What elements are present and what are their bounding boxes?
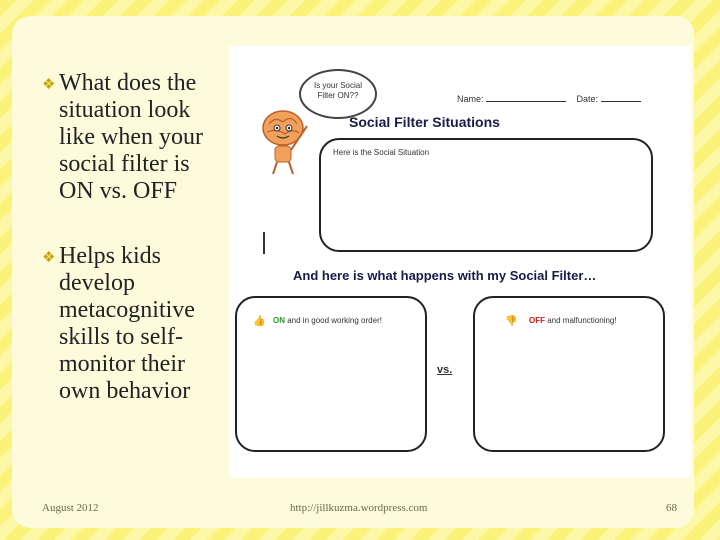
bullet-item xyxy=(44,70,224,205)
situation-label: Here is the Social Situation xyxy=(333,148,430,157)
date-line xyxy=(601,92,641,102)
vs-label: vs. xyxy=(437,364,453,376)
worksheet-title: Social Filter Situations xyxy=(349,114,500,130)
date-label: Date: xyxy=(576,94,599,104)
thumbs-down-icon: 👎 xyxy=(505,316,518,327)
on-word: ON xyxy=(273,316,285,325)
bullet-marker-icon: ❖ xyxy=(42,77,56,93)
bullet-text: What does the situation look like when your social filter is ON vs. OFF xyxy=(59,70,203,204)
filter-on-box xyxy=(235,296,427,452)
speech-bubble xyxy=(299,69,377,119)
bullet-list xyxy=(44,70,224,421)
worksheet-image xyxy=(229,46,691,478)
off-word: OFF xyxy=(529,316,545,325)
name-date-row xyxy=(457,92,641,104)
footer-page-number: 68 xyxy=(666,502,677,514)
on-rest: and in good working order! xyxy=(285,316,382,325)
name-line xyxy=(486,92,566,102)
worksheet-subtitle: And here is what happens with my Social Filter… xyxy=(293,268,597,283)
name-label: Name: xyxy=(457,94,484,104)
bubble-text: Is your Social Filter ON?? xyxy=(313,81,363,100)
thumbs-up-icon: 👍 xyxy=(253,316,266,327)
footer-url: http://jillkuzma.wordpress.com xyxy=(290,502,428,514)
divider-mark xyxy=(263,232,265,254)
bullet-item xyxy=(44,243,224,405)
footer-date: August 2012 xyxy=(42,502,99,514)
situation-box xyxy=(319,138,653,252)
filter-on-label xyxy=(273,316,382,325)
filter-off-box xyxy=(473,296,665,452)
off-rest: and malfunctioning! xyxy=(545,316,617,325)
bullet-text: Helps kids develop metacognitive skills to self-monitor their own behavior xyxy=(59,243,195,404)
brain-character-icon xyxy=(255,106,315,176)
filter-off-label xyxy=(529,316,617,325)
bullet-marker-icon: ❖ xyxy=(42,250,56,266)
